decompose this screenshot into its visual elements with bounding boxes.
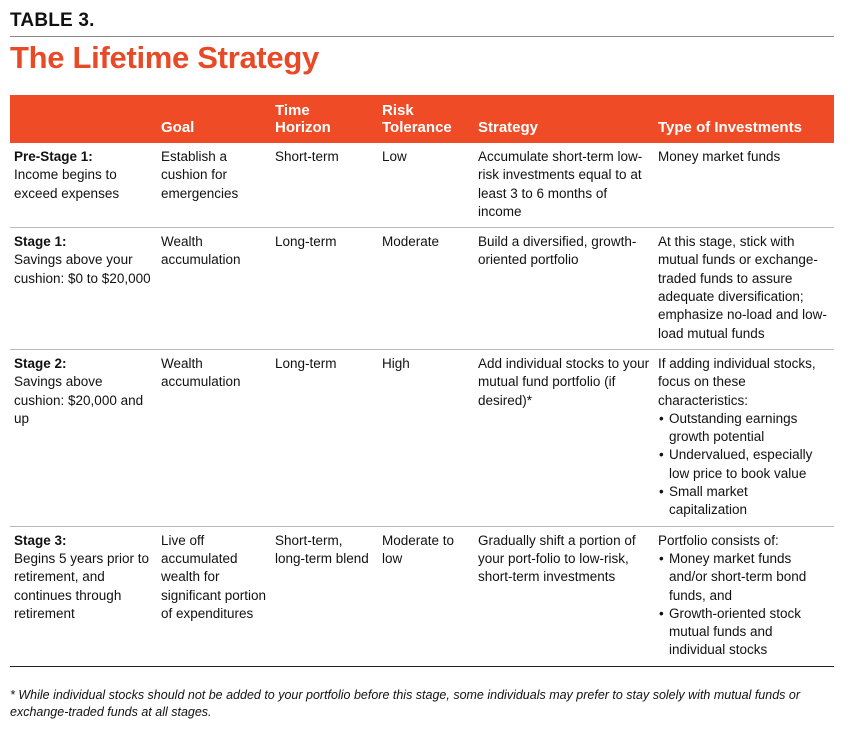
stage-description: Savings above cushion: $20,000 and up (14, 374, 144, 426)
investment-type-cell (658, 526, 834, 666)
stage-name: Stage 2: (14, 355, 67, 371)
investment-type-text: At this stage, stick with mutual funds or exchange-traded funds to assure adequate diversification; emphasize no-load and low-load mutual funds (658, 234, 827, 341)
stage-cell (10, 349, 161, 526)
strategy-cell: Add individual stocks to your mutual fund portfolio (if desired)* (478, 349, 658, 526)
stage-cell (10, 228, 161, 350)
header-risk-tolerance (382, 95, 478, 143)
investment-type-text: Money market funds (658, 149, 781, 164)
risk-tolerance-cell: Moderate to low (382, 526, 478, 666)
table-row (10, 349, 834, 526)
investment-bullet-list (658, 550, 828, 660)
header-time-horizon (275, 95, 382, 143)
table-label: TABLE 3. (10, 10, 95, 31)
investment-bullet-list (658, 410, 828, 520)
page-title: The Lifetime Strategy (10, 40, 319, 75)
header-strategy: Strategy (478, 95, 658, 143)
strategy-cell: Accumulate short-term low-risk investments equal to at least 3 to 6 months of income (478, 143, 658, 228)
investment-type-cell (658, 228, 834, 350)
investment-type-cell (658, 349, 834, 526)
bullet-item: • Small market capitalization (658, 483, 828, 520)
stage-description: Income begins to exceed expenses (14, 167, 120, 201)
table-row (10, 143, 834, 228)
header-risk-line1: Risk (382, 102, 414, 119)
risk-tolerance-cell: Moderate (382, 228, 478, 350)
table-header-row (10, 95, 834, 143)
investment-type-text: If adding individual stocks, focus on these characteristics: (658, 355, 816, 408)
strategy-cell: Build a diversified, growth-oriented portfolio (478, 228, 658, 350)
time-horizon-cell: Short-term (275, 143, 382, 228)
stage-description: Savings above your cushion: $0 to $20,000 (14, 252, 151, 286)
header-goal: Goal (161, 95, 275, 143)
header-risk-line2: Tolerance (382, 119, 452, 136)
table-row (10, 526, 834, 666)
bullet-item: • Growth-oriented stock mutual funds and individual stocks (658, 605, 828, 660)
goal-cell: Wealth accumulation (161, 349, 275, 526)
header-time-line1: Time (275, 102, 310, 119)
investment-type-cell (658, 143, 834, 228)
bullet-item: • Outstanding earnings growth potential (658, 410, 828, 447)
header-time-line2: Horizon (275, 119, 331, 136)
header-stage (10, 95, 161, 143)
top-divider (10, 36, 834, 37)
risk-tolerance-cell: High (382, 349, 478, 526)
strategy-cell: Gradually shift a portion of your port-folio to low-risk, short-term investments (478, 526, 658, 666)
stage-description: Begins 5 years prior to retirement, and continues through retirement (14, 550, 150, 621)
investment-type-text: Portfolio consists of: (658, 532, 779, 548)
lifetime-strategy-table (10, 95, 834, 667)
time-horizon-cell: Long-term (275, 228, 382, 350)
footnote: * While individual stocks should not be added to your portfolio before this stage, some individuals may prefer to stay solely with mutual funds or exchange-traded funds at all stages. (10, 688, 800, 719)
goal-cell: Wealth accumulation (161, 228, 275, 350)
stage-cell (10, 526, 161, 666)
stage-name: Stage 3: (14, 532, 67, 548)
header-type-of-investments: Type of Investments (658, 95, 834, 143)
bullet-item: • Undervalued, especially low price to book value (658, 446, 828, 483)
risk-tolerance-cell: Low (382, 143, 478, 228)
stage-cell (10, 143, 161, 228)
stage-name: Stage 1: (14, 234, 67, 250)
time-horizon-cell: Short-term, long-term blend (275, 526, 382, 666)
stage-name: Pre-Stage 1: (14, 149, 93, 164)
table-row (10, 228, 834, 350)
goal-cell: Live off accumulated wealth for significant portion of expenditures (161, 526, 275, 666)
bullet-item: • Money market funds and/or short-term bond funds, and (658, 550, 828, 605)
time-horizon-cell: Long-term (275, 349, 382, 526)
goal-cell: Establish a cushion for emergencies (161, 143, 275, 228)
